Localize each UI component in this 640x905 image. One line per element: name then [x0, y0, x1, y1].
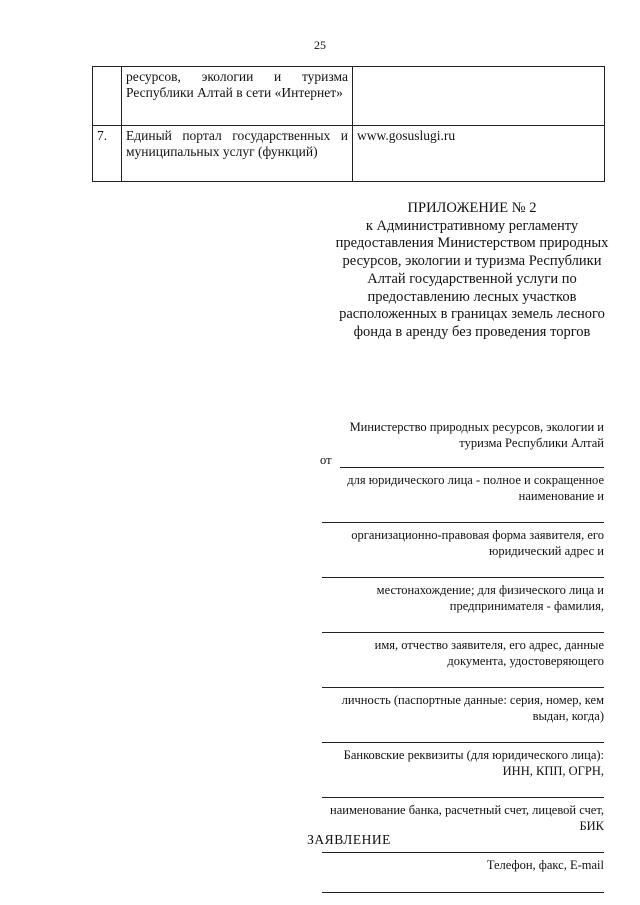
fill-line[interactable]	[322, 724, 604, 743]
annex-block	[330, 200, 614, 342]
page-number: 25	[314, 38, 326, 52]
row-number	[93, 67, 122, 126]
field-hint: местонахождение; для физического лица и предпринимателя - фамилия,	[376, 583, 604, 613]
row-number: 7.	[93, 126, 122, 182]
resource-name: ресурсов, экологии и туризма Республики Алтай в сети «Интернет»	[122, 67, 353, 126]
table-row	[93, 126, 605, 182]
fill-line[interactable]	[340, 453, 604, 468]
fill-line[interactable]	[322, 504, 604, 523]
fill-line[interactable]	[322, 614, 604, 633]
resource-address	[353, 67, 605, 126]
annex-text: к Административному регламенту предоставления Министерством природных ресурсов, экологии и туризма Республики Алтай государственной услуги по предоставлению лесных участков расположенных в границах земель лесного фонда в аренду без проведения торгов	[335, 217, 609, 340]
fill-line[interactable]	[322, 874, 604, 893]
resource-address: www.gosuslugi.ru	[353, 126, 605, 182]
field-hint: личность (паспортные данные: серия, номер, кем выдан, когда)	[341, 693, 604, 723]
field-hint: имя, отчество заявителя, его адрес, данные документа, удостоверяющего	[374, 638, 604, 668]
from-row	[320, 453, 604, 468]
fill-line[interactable]	[322, 559, 604, 578]
field-hint: Телефон, факс, E-mail	[486, 858, 604, 872]
field-hint: Банковские реквизиты (для юридического лица): ИНН, КПП, ОГРН,	[343, 748, 604, 778]
application-header-form	[320, 420, 604, 893]
field-hint: организационно-правовая форма заявителя, его юридический адрес и	[351, 528, 604, 558]
portal-table	[92, 66, 605, 182]
table-row	[93, 67, 605, 126]
fill-line[interactable]	[322, 669, 604, 688]
statement-title: ЗАЯВЛЕНИЕ	[307, 832, 391, 847]
field-hint: для юридического лица - полное и сокращенное наименование и	[347, 473, 604, 503]
fill-line[interactable]	[322, 779, 604, 798]
addressee: Министерство природных ресурсов, экологии и туризма Республики Алтай	[349, 420, 604, 450]
field-hint: наименование банка, расчетный счет, лицевой счет, БИК	[330, 803, 604, 833]
resource-name: Единый портал государственных и муниципальных услуг (функций)	[122, 126, 353, 182]
annex-title: ПРИЛОЖЕНИЕ № 2	[407, 200, 537, 216]
from-label: от	[320, 453, 332, 467]
